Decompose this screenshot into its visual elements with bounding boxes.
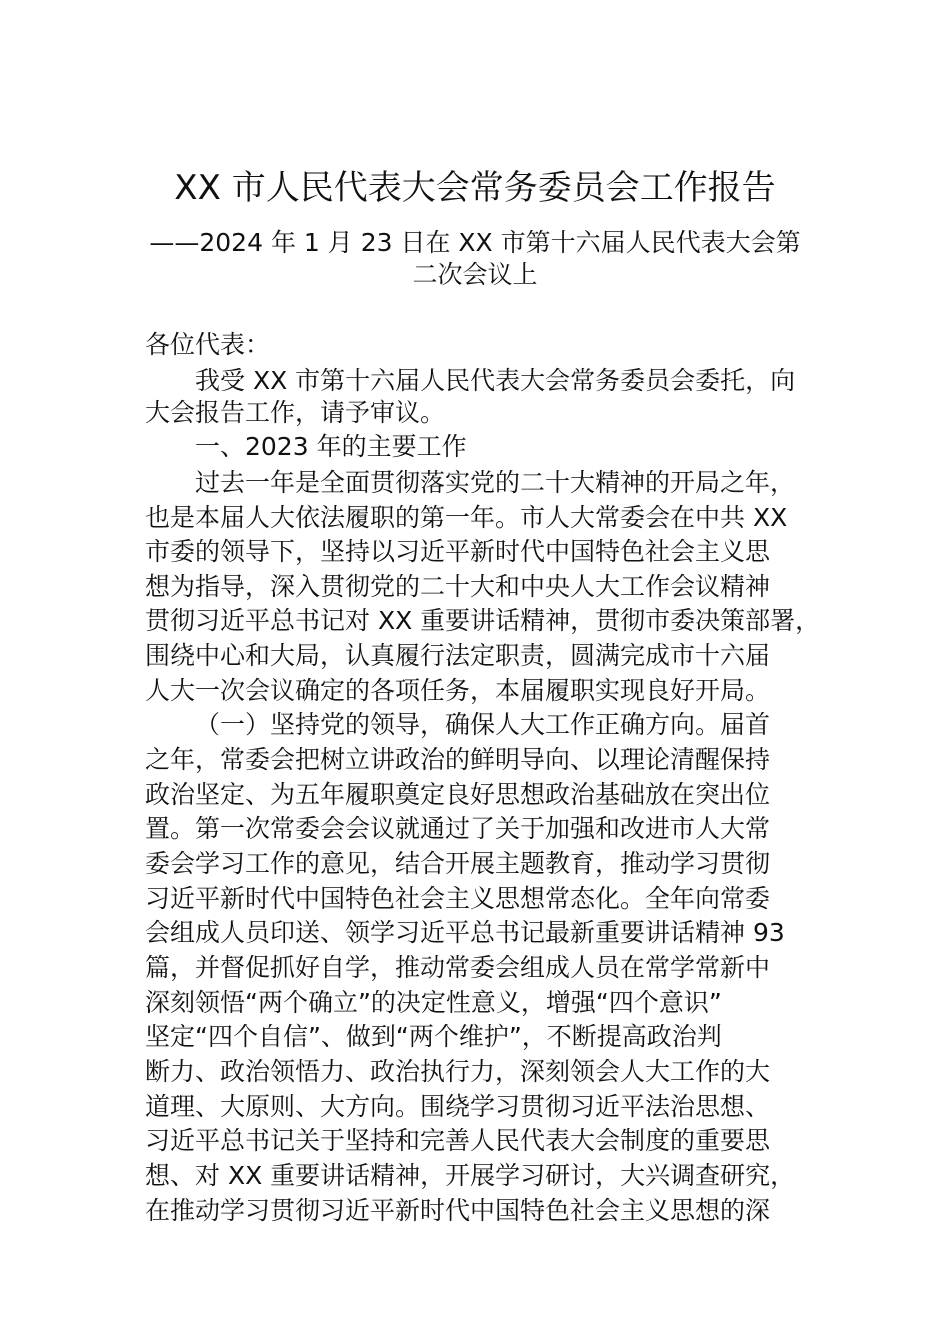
body-line: 政治坚定、为五年履职奠定良好思想政治基础放在突出位 <box>145 780 771 809</box>
document-subtitle-line-2: 二次会议上 <box>412 260 538 289</box>
body-line: 大会报告工作，请予审议。 <box>145 398 446 427</box>
body-line: 我受 XX 市第十六届人民代表大会常务委员会委托，向 <box>195 366 796 395</box>
document-subtitle-line-1: ——2024 年 1 月 23 日在 XX 市第十六届人民代表大会第 <box>149 228 801 257</box>
body-line: 会组成人员印送、领学习近平总书记最新重要讲话精神 93 <box>145 918 785 947</box>
body-line: 篇，并督促抓好自学，推动常委会组成人员在常学常新中 <box>145 953 771 982</box>
body-line: 习近平总书记关于坚持和完善人民代表大会制度的重要思 <box>145 1126 771 1155</box>
body-line: 人大一次会议确定的各项任务，本届履职实现良好开局。 <box>145 676 771 705</box>
body-line: 想为指导，深入贯彻党的二十大和中央人大工作会议精神 <box>145 572 771 601</box>
salutation: 各位代表： <box>145 330 271 359</box>
body-line: 想、对 XX 重要讲话精神，开展学习研讨，大兴调查研究， <box>145 1161 796 1190</box>
body-line: 置。第一次常委会会议就通过了关于加强和改进市人大常 <box>145 814 771 843</box>
body-line: 坚定“四个自信”、做到“两个维护”，不断提高政治判 <box>145 1022 722 1051</box>
body-line: 也是本届人大依法履职的第一年。市人大常委会在中共 XX <box>145 503 788 532</box>
body-line: 断力、政治领悟力、政治执行力，深刻领会人大工作的大 <box>145 1057 771 1086</box>
body-line: 习近平新时代中国特色社会主义思想常态化。全年向常委 <box>145 884 771 913</box>
document-title: XX 市人民代表大会常务委员会工作报告 <box>174 168 776 208</box>
body-line: 贯彻习近平总书记对 XX 重要讲话精神，贯彻市委决策部署， <box>145 606 821 635</box>
body-line: 在推动学习贯彻习近平新时代中国特色社会主义思想的深 <box>145 1196 771 1225</box>
body-line: 委会学习工作的意见，结合开展主题教育，推动学习贯彻 <box>145 849 771 878</box>
body-line: 之年，常委会把树立讲政治的鲜明导向、以理论清醒保持 <box>145 745 771 774</box>
body-line: 道理、大原则、大方向。围绕学习贯彻习近平法治思想、 <box>145 1092 771 1121</box>
body-line: 深刻领悟“两个确立”的决定性意义，增强“四个意识” <box>145 988 722 1017</box>
section-heading: 一、2023 年的主要工作 <box>195 432 467 461</box>
body-line: 市委的领导下，坚持以习近平新时代中国特色社会主义思 <box>145 537 771 566</box>
body-line: 过去一年是全面贯彻落实党的二十大精神的开局之年， <box>195 468 796 497</box>
subsection-heading: （一）坚持党的领导，确保人大工作正确方向。届首 <box>195 710 771 739</box>
body-line: 围绕中心和大局，认真履行法定职责，圆满完成市十六届 <box>145 641 771 670</box>
